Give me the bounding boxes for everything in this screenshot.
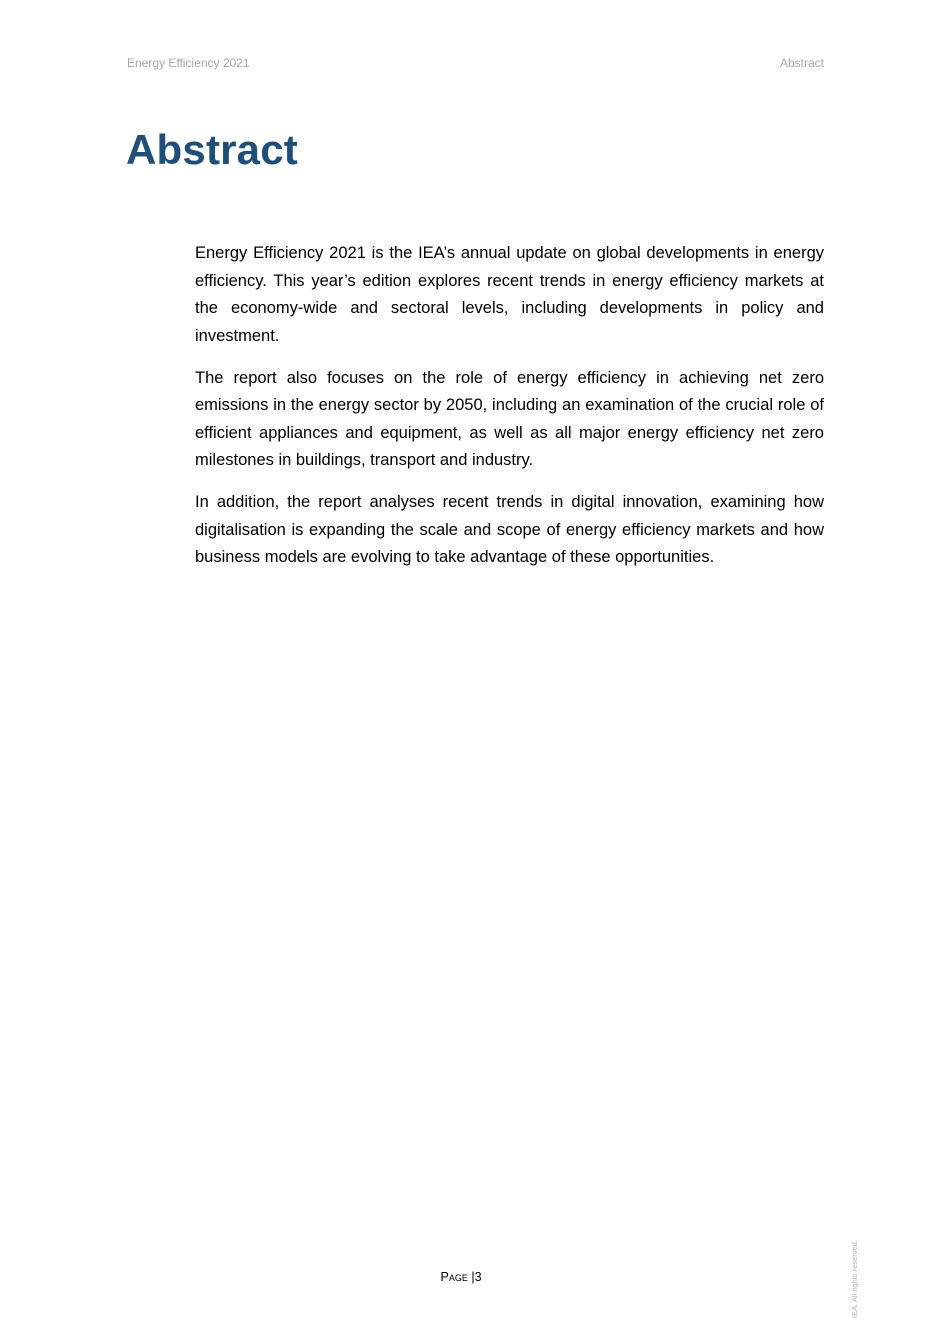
- page-label: Page: [440, 1270, 468, 1284]
- header-document-title: Energy Efficiency 2021: [127, 56, 250, 70]
- page-title: Abstract: [126, 126, 298, 173]
- running-header: [127, 56, 824, 70]
- header-section-title: Abstract: [779, 56, 824, 70]
- page-separator: |: [471, 1270, 475, 1284]
- page-number-value: 3: [474, 1270, 482, 1284]
- abstract-paragraph: In addition, the report analyses recent trends in digital innovation, examining how digitalisation is expanding the scale and scope of energy efficiency markets and how business models are evolving to take advantage of these opportunities.: [195, 493, 824, 566]
- abstract-paragraph: Energy Efficiency 2021 is the IEA’s annual update on global developments in energy efficiency. This year’s edition explores recent trends in energy efficiency markets at the economy-wide and sectoral levels, including developments in policy and investment.: [195, 244, 824, 345]
- page-number: [0, 1270, 922, 1284]
- abstract-paragraph: The report also focuses on the role of energy efficiency in achieving net zero emissions in the energy sector by 2050, including an examination of the crucial role of efficient appliances and equipment, as well as all major energy efficiency net zero milestones in buildings, transport and industry.: [195, 368, 824, 469]
- abstract-body: [195, 240, 824, 586]
- copyright-notice: IEA. All rights reserved.: [850, 1240, 859, 1318]
